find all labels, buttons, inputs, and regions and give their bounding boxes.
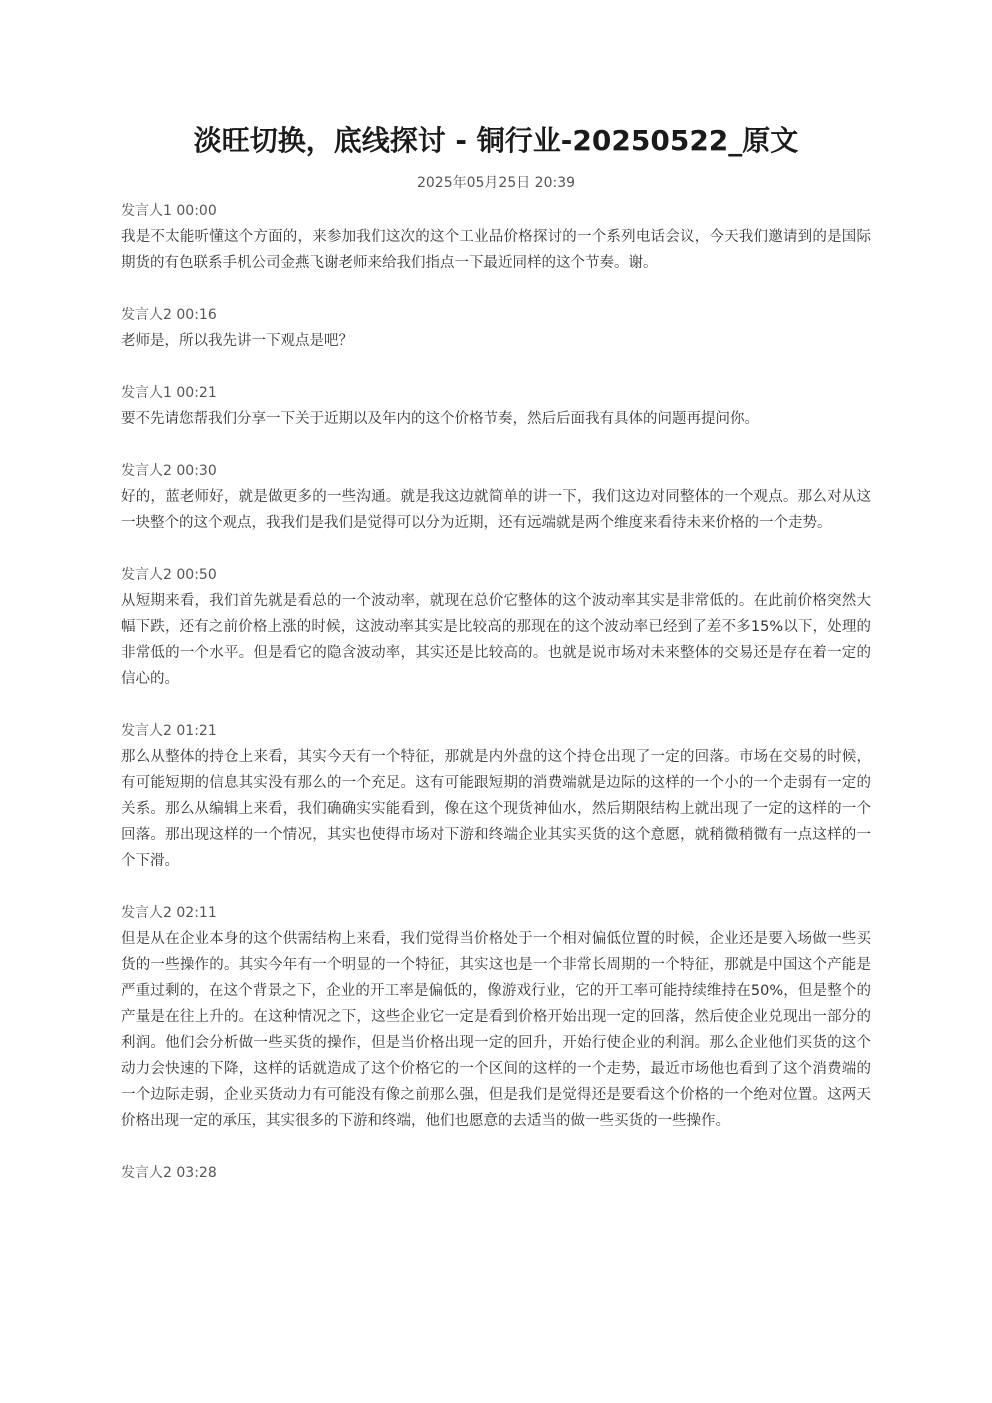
- transcript-segment: [121, 718, 871, 874]
- document-title: 淡旺切换，底线探讨 - 铜行业-20250522_原文: [193, 124, 799, 157]
- speaker-name: 发言人2: [121, 905, 172, 921]
- speaker-line: [121, 380, 871, 406]
- document-datetime: 2025年05月25日 20:39: [416, 175, 576, 191]
- speaker-name: 发言人2: [121, 307, 172, 323]
- speaker-name: 发言人2: [121, 567, 172, 583]
- timestamp: 00:21: [176, 385, 217, 401]
- speaker-name: 发言人2: [121, 1165, 172, 1181]
- transcript-segment: [121, 380, 871, 432]
- segment-text: 老师是，所以我先讲一下观点是吧？: [121, 333, 353, 349]
- speaker-line: [121, 458, 871, 484]
- timestamp: 00:00: [176, 203, 217, 219]
- transcript-segment: [121, 562, 871, 692]
- segment-text: 要不先请您帮我们分享一下关于近期以及年内的这个价格节奏，然后后面我有具体的问题再提问你。: [121, 411, 759, 427]
- speaker-line: [121, 302, 871, 328]
- timestamp: 00:30: [176, 463, 217, 479]
- speaker-line: [121, 198, 871, 224]
- segment-text: 好的，蓝老师好，就是做更多的一些沟通。就是我这边就简单的讲一下，我们这边对同整体的一个观点。那么对从这一块整个的这个观点，我我们是我们是觉得可以分为近期，还有远端就是两个维度来看待未来价格的一个走势。: [121, 489, 871, 531]
- segment-text: 我是不太能听懂这个方面的，来参加我们这次的这个工业品价格探讨的一个系列电话会议，今天我们邀请到的是国际期货的有色联系手机公司金燕飞谢老师来给我们指点一下最近同样的这个节奏。谢。: [121, 229, 871, 271]
- speaker-name: 发言人1: [121, 203, 172, 219]
- speaker-name: 发言人1: [121, 385, 172, 401]
- timestamp: 01:21: [176, 723, 217, 739]
- transcript-segment: [121, 458, 871, 536]
- speaker-line: [121, 562, 871, 588]
- timestamp: 00:50: [176, 567, 217, 583]
- segment-text: 但是从在企业本身的这个供需结构上来看，我们觉得当价格处于一个相对偏低位置的时候，企业还是要入场做一些买货的一些操作的。其实今年有一个明显的一个特征，其实这也是一个非常长周期的一个特征，那就是中国这个产能是严重过剩的，在这个背景之下，企业的开工率是偏低的，像游戏行业，它的开工率可能持续维持在50%，但是整个的产量是在往上升的。在这种情况之下，这些企业它一定是看到价格开始出现一定的回落，然后使企业兑现出一部分的利润。他们会分析做一些买货的操作，但是当价格出现一定的回升，开始行使企业的利润。那么企业他们买货的这个动力会快速的下降，这样的话就造成了这个价格它的一个区间的这样的一个走势，最近市场他也看到了这个消费端的一个边际走弱，企业买货动力有可能没有像之前那么强，但是我们是觉得还是要看这个价格的一个绝对位置。这两天价格出现一定的承压，其实很多的下游和终端，他们也愿意的去适当的做一些买货的一些操作。: [121, 931, 871, 1129]
- speaker-name: 发言人2: [121, 723, 172, 739]
- speaker-line: [121, 718, 871, 744]
- timestamp: 02:11: [176, 905, 217, 921]
- segment-text: 从短期来看，我们首先就是看总的一个波动率，就现在总价它整体的这个波动率其实是非常低的。在此前价格突然大幅下跌，还有之前价格上涨的时候，这波动率其实是比较高的那现在的这个波动率已经到了差不多15%以下，处理的非常低的一个水平。但是看它的隐含波动率，其实还是比较高的。也就是说市场对未来整体的交易还是存在着一定的信心的。: [121, 593, 871, 687]
- segment-text: 那么从整体的持仓上来看，其实今天有一个特征，那就是内外盘的这个持仓出现了一定的回落。市场在交易的时候，有可能短期的信息其实没有那么的一个充足。这有可能跟短期的消费端就是边际的这样的一个小的一个走弱有一定的关系。那么从编辑上来看，我们确确实实能看到，像在这个现货神仙水，然后期限结构上就出现了一定的这样的一个回落。那出现这样的一个情况，其实也使得市场对下游和终端企业其实买货的这个意愿，就稍微稍微有一点这样的一个下滑。: [121, 749, 871, 869]
- transcript-segment: [121, 1160, 871, 1186]
- transcript-segment: [121, 302, 871, 354]
- speaker-name: 发言人2: [121, 463, 172, 479]
- timestamp: 00:16: [176, 307, 217, 323]
- speaker-line: [121, 1160, 871, 1186]
- transcript: [121, 198, 871, 1212]
- transcript-segment: [121, 198, 871, 276]
- speaker-line: [121, 900, 871, 926]
- timestamp: 03:28: [176, 1165, 217, 1181]
- transcript-segment: [121, 900, 871, 1134]
